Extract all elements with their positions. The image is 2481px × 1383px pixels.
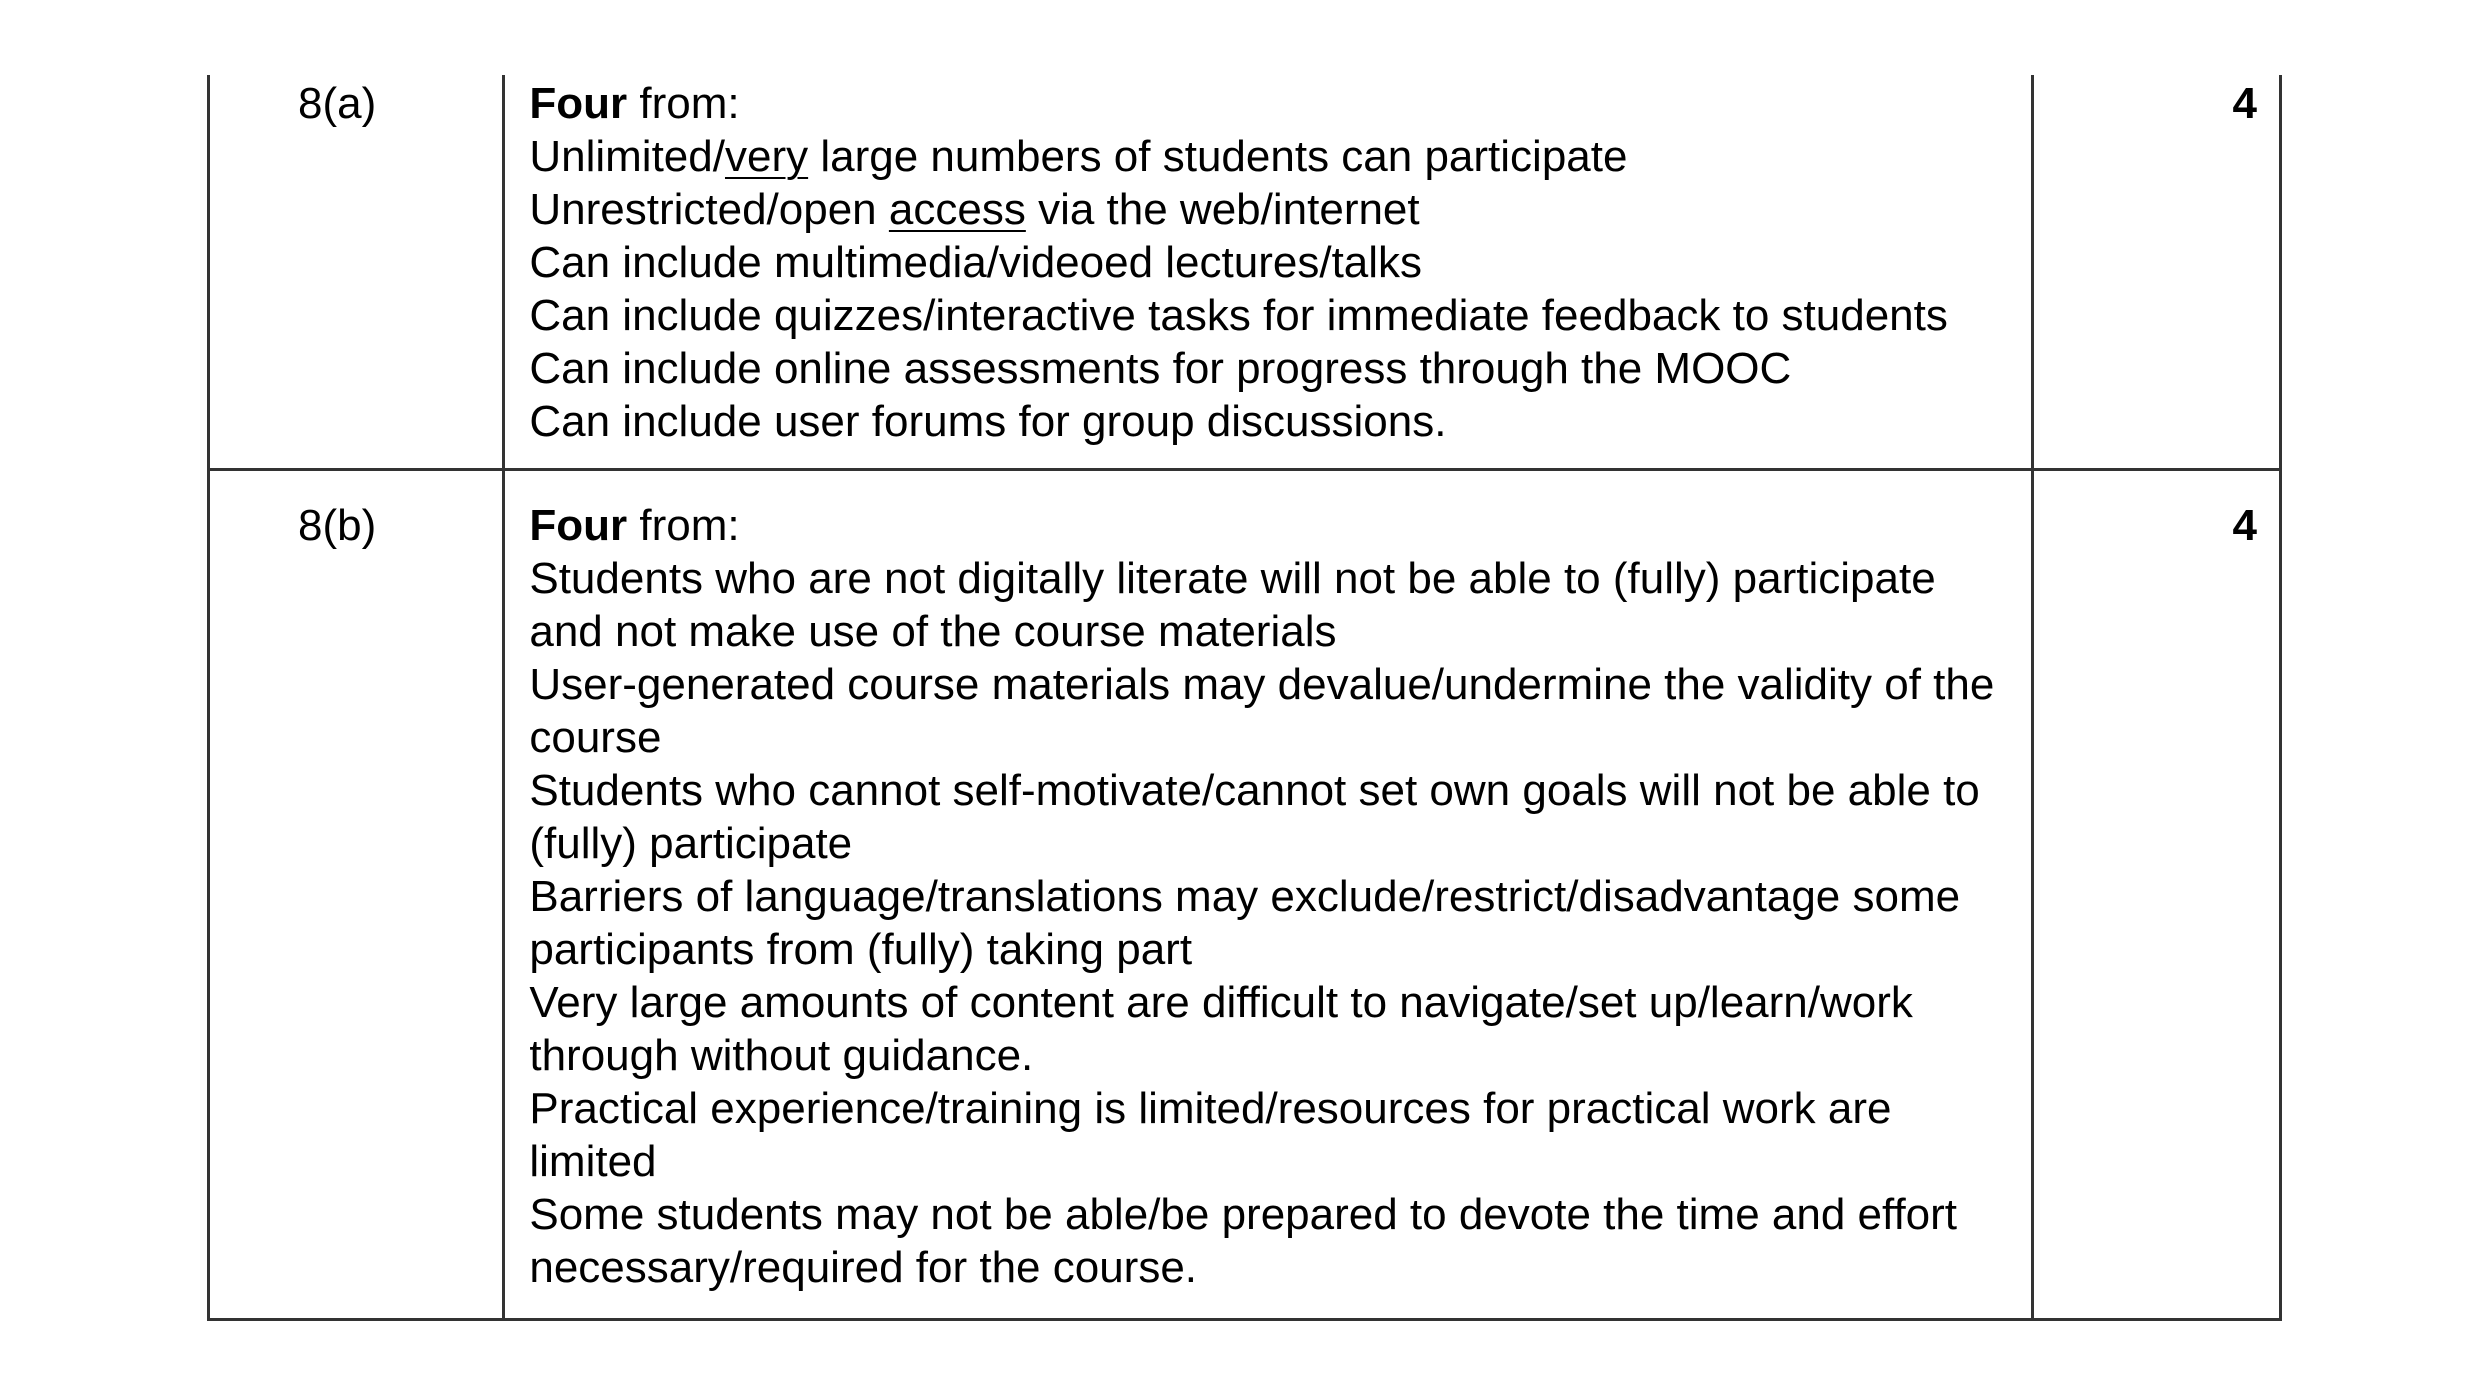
answer-point: Can include online assessments for progress through the MOOC bbox=[529, 344, 1792, 393]
answer-cell bbox=[504, 75, 2033, 470]
question-number-cell bbox=[209, 75, 504, 470]
question-number-cell bbox=[209, 470, 504, 1320]
answer-intro-bold: Four bbox=[529, 501, 628, 550]
answer-point-text: large numbers of students can participate bbox=[808, 132, 1628, 181]
table-row-8a bbox=[209, 75, 2281, 470]
marks-value: 4 bbox=[2232, 501, 2257, 550]
answer-point bbox=[529, 130, 2011, 183]
marks-cell bbox=[2033, 470, 2281, 1320]
marks-cell bbox=[2033, 75, 2281, 470]
answer-point-underlined: very bbox=[724, 132, 809, 181]
answer-point: Barriers of language/translations may exclude/restrict/disadvantage some participants from (fully) taking part bbox=[529, 872, 1961, 974]
answer-point: Can include user forums for group discussions. bbox=[529, 397, 1447, 446]
answer-cell bbox=[504, 470, 2033, 1320]
question-number: 8(b) bbox=[298, 501, 377, 550]
answer-intro-bold: Four bbox=[529, 79, 628, 128]
answer-point-text: via the web/internet bbox=[1025, 185, 1420, 234]
answer-point-underlined: access bbox=[888, 185, 1026, 234]
answer-point: Students who cannot self-motivate/cannot set own goals will not be able to (fully) participate bbox=[529, 766, 1980, 868]
answer-point-text: Unrestricted/open bbox=[529, 185, 889, 234]
answer-intro-rest: from: bbox=[627, 79, 740, 128]
answer-point: Can include multimedia/videoed lectures/talks bbox=[529, 238, 1423, 287]
answer-point: Practical experience/training is limited/resources for practical work are limited bbox=[529, 1084, 1892, 1186]
answer-point bbox=[529, 183, 2011, 236]
answer-intro bbox=[529, 499, 2011, 552]
question-number: 8(a) bbox=[298, 79, 377, 128]
answer-point: Some students may not be able/be prepared to devote the time and effort necessary/required for the course. bbox=[529, 1190, 1958, 1292]
answer-point: Students who are not digitally literate will not be able to (fully) participate and not make use of the course materials bbox=[529, 554, 1936, 656]
mark-scheme-table bbox=[207, 75, 2282, 1321]
answer-intro bbox=[529, 77, 2011, 130]
answer-point: Can include quizzes/interactive tasks for immediate feedback to students bbox=[529, 291, 1948, 340]
answer-point: User-generated course materials may devalue/undermine the validity of the course bbox=[529, 660, 1995, 762]
answer-intro-rest: from: bbox=[627, 501, 740, 550]
table-row-8b bbox=[209, 470, 2281, 1320]
marks-value: 4 bbox=[2232, 79, 2257, 128]
answer-point-text: Unlimited/ bbox=[529, 132, 725, 181]
answer-point: Very large amounts of content are difficult to navigate/set up/learn/work through without guidance. bbox=[529, 978, 1913, 1080]
